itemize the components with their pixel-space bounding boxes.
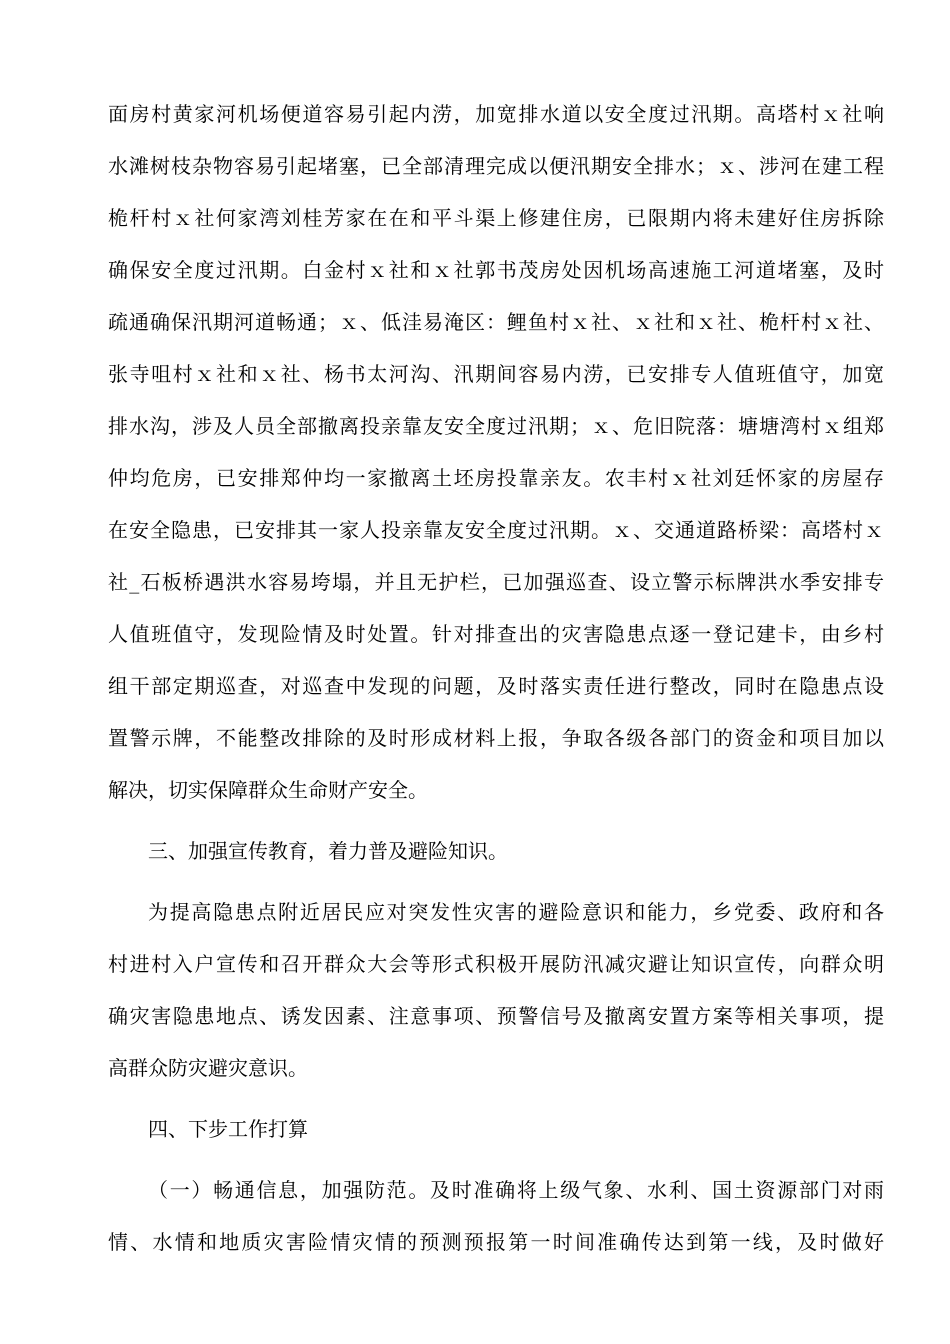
paragraph-spacer xyxy=(108,1094,884,1103)
text-line: 桅杆村ｘ社何家湾刘桂芳家在在和平斗渠上修建住房，已限期内将未建好住房拆除 xyxy=(108,206,884,230)
text-line: 在安全隐患，已安排其一家人投亲靠友安全度过汛期。ｘ、交通道路桥梁：高塔村ｘ xyxy=(108,518,884,542)
paragraph-spacer xyxy=(108,877,884,886)
text-line: 为提高隐患点附近居民应对突发性灾害的避险意识和能力，乡党委、政府和各 xyxy=(148,900,884,924)
text-line: 村进村入户宣传和召开群众大会等形式积极开展防汛减灾避让知识宣传，向群众明 xyxy=(108,952,884,976)
text-line: 高群众防灾避灾意识。 xyxy=(108,1056,308,1080)
text-line: 张寺咀村ｘ社和ｘ社、杨书太河沟、汛期间容易内涝，已安排专人值班值守，加宽 xyxy=(108,362,884,386)
text-line: 水滩树枝杂物容易引起堵塞，已全部清理完成以便汛期安全排水；ｘ、涉河在建工程 xyxy=(108,154,884,178)
text-line: 解决，切实保障群众生命财产安全。 xyxy=(108,778,428,802)
section-heading-3: 三、加强宣传教育，着力普及避险知识。 xyxy=(148,839,508,863)
text-line: 疏通确保汛期河道畅通；ｘ、低洼易淹区：鲤鱼村ｘ社、ｘ社和ｘ社、桅杆村ｘ社、 xyxy=(108,310,884,334)
text-line: 组干部定期巡查，对巡查中发现的问题，及时落实责任进行整改，同时在隐患点设 xyxy=(108,674,884,698)
text-line: 仲均危房，已安排郑仲均一家撤离土坯房投靠亲友。农丰村ｘ社刘廷怀家的房屋存 xyxy=(108,466,884,490)
text-line: （一）畅通信息，加强防范。及时准确将上级气象、水利、国土资源部门对雨 xyxy=(148,1178,884,1202)
text-line: 确保安全度过汛期。白金村ｘ社和ｘ社郭书茂房处因机场高速施工河道堵塞，及时 xyxy=(108,258,884,282)
text-line: 面房村黄家河机场便道容易引起内涝，加宽排水道以安全度过汛期。高塔村ｘ社响 xyxy=(108,102,884,126)
text-line: 社_石板桥遇洪水容易垮塌，并且无护栏，已加强巡查、设立警示标牌洪水季安排专 xyxy=(108,570,884,594)
text-line: 情、水情和地质灾害险情灾情的预测预报第一时间准确传达到第一线，及时做好 xyxy=(108,1230,884,1254)
paragraph-spacer xyxy=(108,1155,884,1164)
paragraph-publicity xyxy=(108,886,884,1094)
text-line: 人值班值守，发现险情及时处置。针对排查出的灾害隐患点逐一登记建卡，由乡村 xyxy=(108,622,884,646)
text-line: 置警示牌，不能整改排除的及时形成材料上报，争取各级各部门的资金和项目加以 xyxy=(108,726,884,750)
document-body xyxy=(108,88,884,1268)
text-line: 确灾害隐患地点、诱发因素、注意事项、预警信号及撤离安置方案等相关事项，提 xyxy=(108,1004,884,1028)
text-line: 排水沟，涉及人员全部撤离投亲靠友安全度过汛期；ｘ、危旧院落：塘塘湾村ｘ组郑 xyxy=(108,414,884,438)
paragraph-hazard-details xyxy=(108,88,884,816)
section-heading-4: 四、下步工作打算 xyxy=(148,1117,308,1141)
paragraph-spacer xyxy=(108,816,884,825)
paragraph-next-steps xyxy=(108,1164,884,1268)
